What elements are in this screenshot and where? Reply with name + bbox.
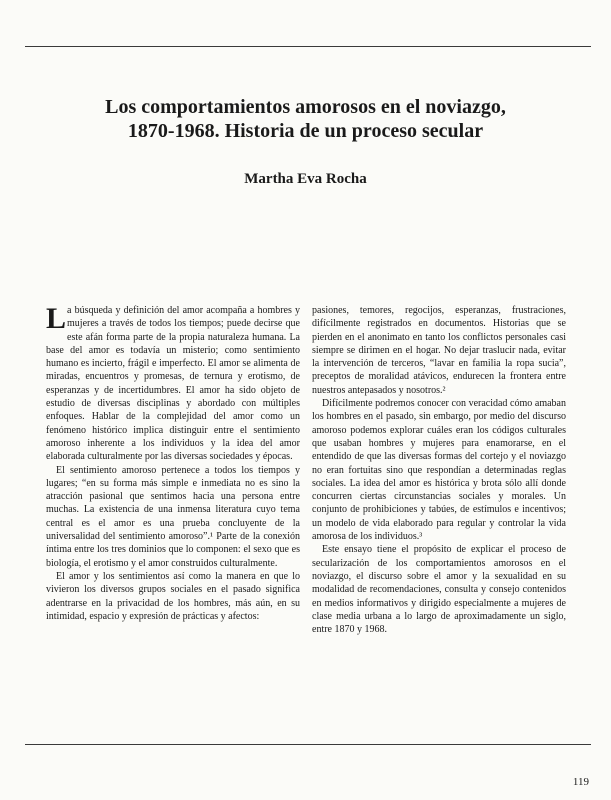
- title-line-1: Los comportamientos amorosos en el noviazgo,: [105, 96, 506, 118]
- paragraph-5: Este ensayo tiene el propósito de explicar el proceso de secularización de los comportamientos amorosos en el noviazgo, el discurso sobre el amor y la sexualidad en su modalidad de recomendaciones, consulta y consejo contenidos en medios informativos y dirigido especialmente a mujeres de clase media urbana a lo largo de aproximadamente un siglo, entre 1870 y 1968.: [312, 544, 566, 636]
- article-title: [40, 95, 571, 143]
- paragraph-3-continued: pasiones, temores, regocijos, esperanzas, frustraciones, difícilmente registrados en documentos. Historias que se pierden en el anonimato en tanto los conflictos personales casi siempre se dirimen en el hogar. No dejar traslucir nada, evitar la intervención de terceros, “lavar en familia la ropa sucia”, preceptos de moralidad atávicos, endurecen la frontera entre nuestros antepasados y nosotros.²: [312, 305, 566, 396]
- paragraph-4: Difícilmente podremos conocer con veracidad cómo amaban los hombres en el pasado, sin embargo, por medio del discurso amoroso podemos explorar cuáles eran los códigos culturales que usaban hombres y mujeres para enamorarse, en el entendido de que las diversas formas del cortejo y el noviazgo no eran fortuitas sino que respondían a determinadas reglas sociales. La idea del amor es histórica y brota sólo allí donde concurren ciertas circunstancias sociales y morales. Un conjunto de prohibiciones y tabúes, de estímulos e incentivos; un modelo de vida elaborado para regular y controlar la vida amorosa de los individuos.³: [312, 398, 566, 543]
- drop-cap: L: [46, 302, 67, 335]
- paragraph-1-text: a búsqueda y definición del amor acompaña a hombres y mujeres a través de todos los tiempos; puede decirse que este afán forma parte de la propia naturaleza humana. La base del amor es todavía un misterio; como sentimiento humano es incierto, frágil e imperfecto. El amor se alimenta de miradas, encuentros y promesas, de ternura y erotismo, de esperanzas y de incertidumbres. El amor ha sido objeto de estudio de diversas disciplinas y abordado con múltiples enfoques. Hablar de la complejidad del amor como un fenómeno histórico implica distinguir entre el sentimiento amoroso inherente a los individuos y la idea del amor elaborada culturalmente por las diversas sociedades y épocas.: [46, 305, 300, 463]
- paragraph-3: El amor y los sentimientos así como la manera en que lo vivieron los diversos grupos sociales en el pasado significa adentrarse en la privacidad de los hombres, más aún, en su intimidad, espacio y expresión de prácticas y afectos:: [46, 570, 300, 622]
- page-number: 119: [572, 776, 589, 788]
- left-column: [46, 304, 300, 623]
- right-column: [312, 304, 566, 636]
- paragraph-2: El sentimiento amoroso pertenece a todos los tiempos y lugares; “en su forma más simple e inmediata no es sino la atracción pasional que sentimos hacia una persona entre muchas. La existencia de una inmensa literatura cuyo tema central es el amor es una prueba concluyente de la universalidad del sentimiento amoroso”.¹ Parte de la conexión íntima entre los tres dominios que lo componen: el sexo que es biología, el erotismo y el amor construidos culturalmente.: [46, 464, 300, 569]
- title-line-2: 1870-1968. Historia de un proceso secular: [127, 120, 484, 142]
- author-name: Martha Eva Rocha: [244, 171, 367, 187]
- paragraph-1: [46, 304, 300, 464]
- top-rule: [25, 46, 591, 47]
- bottom-rule: [25, 744, 591, 745]
